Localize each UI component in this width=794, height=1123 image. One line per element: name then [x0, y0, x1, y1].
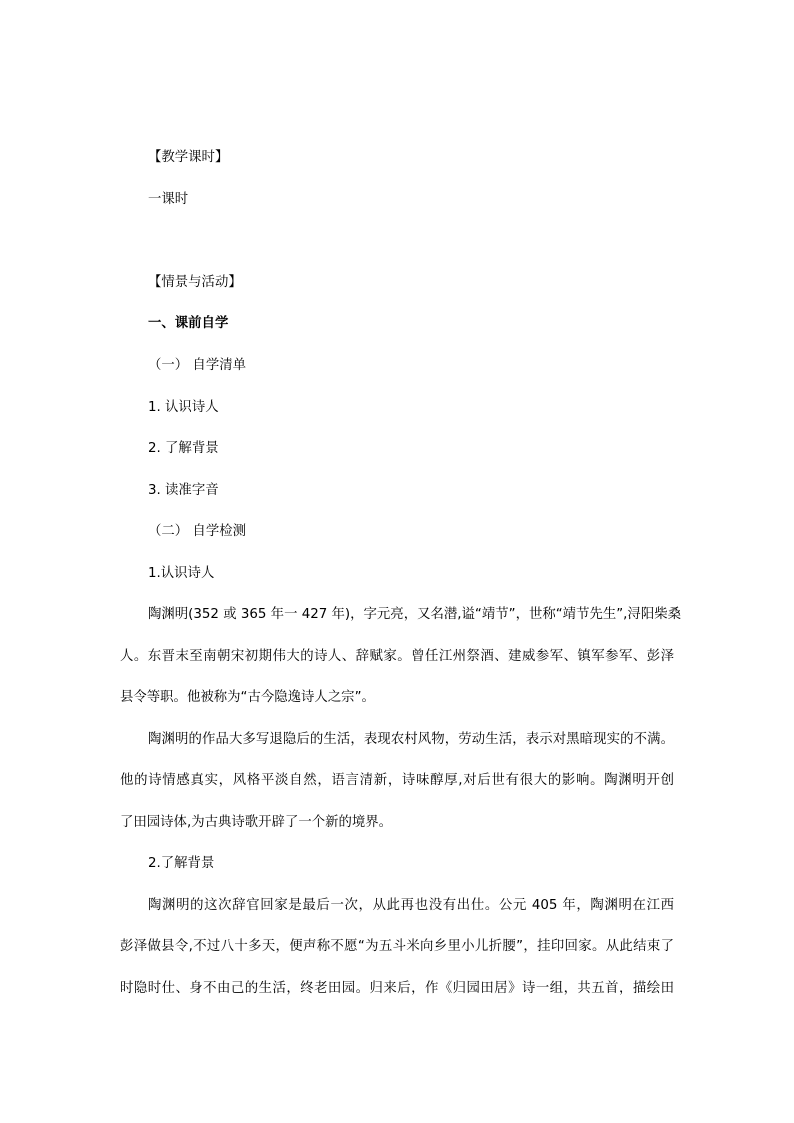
- paragraph-line: 他的诗情感真实，风格平淡自然，语言清新，诗味醇厚,对后世有很大的影响。陶渊明开创: [120, 773, 674, 788]
- sub1-title: （一） 自学清单: [148, 358, 246, 373]
- paragraph-line: 县令等职。他被称为“古今隐逸诗人之宗”。: [120, 690, 375, 705]
- item2-title: 2.了解背景: [148, 856, 215, 871]
- list-item: 1. 认识诗人: [148, 400, 219, 415]
- paragraph-line: 陶渊明(352 或 365 年一 427 年)，字元亮，又名潜,谥“靖节”，世称“靖节先生”,浔阳柴桑: [148, 607, 681, 622]
- paragraph-line: 陶渊明的这次辞官回家是最后一次，从此再也没有出仕。公元 405 年，陶渊明在江西: [148, 898, 674, 913]
- paragraph-line: 彭泽做县令,不过八十多天，便声称不愿“为五斗米向乡里小儿折腰”，挂印回家。从此结束了: [120, 939, 674, 954]
- paragraph-line: 了田园诗体,为古典诗歌开辟了一个新的境界。: [120, 815, 393, 830]
- list-item: 2. 了解背景: [148, 441, 219, 456]
- paragraph-line: 陶渊明的作品大多写退隐后的生活，表现农村风物，劳动生活，表示对黑暗现实的不满。: [148, 732, 674, 747]
- sub2-title: （二） 自学检测: [148, 524, 246, 539]
- paragraph-line: 人。东晋末至南朝宋初期伟大的诗人、辞赋家。曾任江州祭酒、建威参军、镇军参军、彭泽: [120, 649, 674, 664]
- section1-title: 一、课前自学: [148, 316, 229, 331]
- teaching-hours-heading: 【教学课时】: [148, 150, 229, 165]
- paragraph-line: 时隐时仕、身不由己的生活，终老田园。归来后，作《归园田居》诗一组，共五首，描绘田: [120, 981, 674, 996]
- list-item: 3. 读准字音: [148, 483, 219, 498]
- teaching-hours-value: 一课时: [148, 192, 189, 207]
- item1-title: 1.认识诗人: [148, 566, 215, 581]
- scenario-heading: 【情景与活动】: [148, 275, 242, 290]
